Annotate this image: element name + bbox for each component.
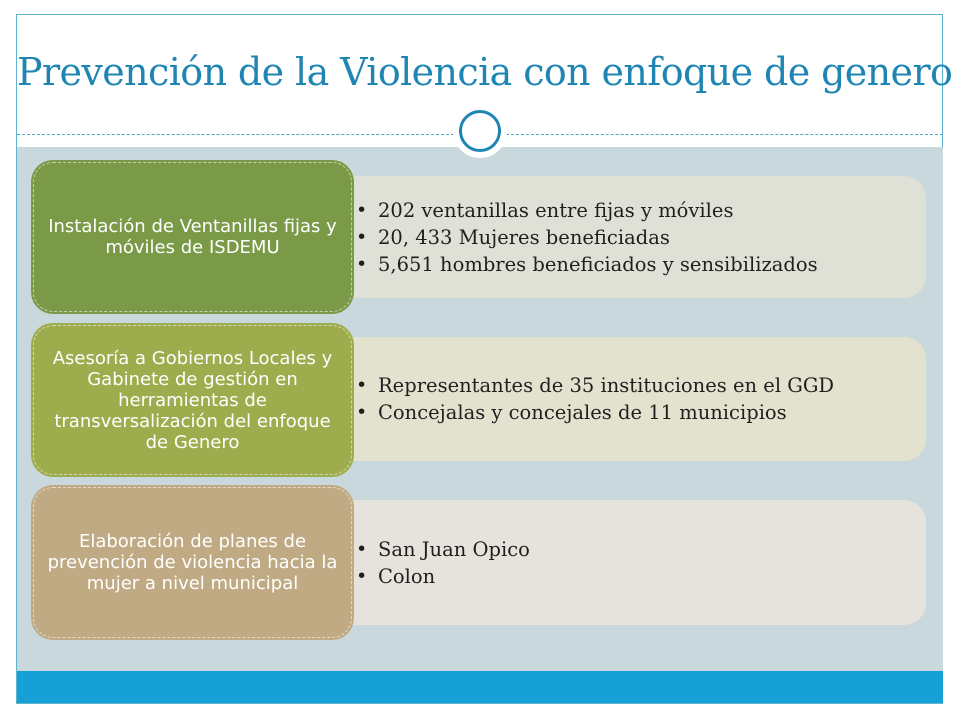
bullet-item: • 5,651 hombres beneficiados y sensibilizados [378, 253, 818, 276]
category-box-3 [31, 485, 354, 640]
bullet-item: • Representantes de 35 instituciones en el GGD [378, 374, 834, 397]
bullet-item: • Concejalas y concejales de 11 municipios [378, 401, 834, 424]
bullet-item: • San Juan Opico [378, 538, 530, 561]
detail-panel-1 [300, 176, 926, 298]
bullet-item: • 20, 433 Mujeres beneficiadas [378, 226, 818, 249]
bullet-item: • Colon [378, 565, 530, 588]
detail-panel-3 [300, 500, 926, 625]
bullet-item: • 202 ventanillas entre fijas y móviles [378, 199, 818, 222]
category-label: Elaboración de planes de prevención de violencia hacia la mujer a nivel municipal [47, 531, 338, 594]
category-label: Instalación de Ventanillas fijas y móviles de ISDEMU [48, 216, 337, 258]
detail-panel-2 [300, 337, 926, 461]
category-box-2 [31, 323, 354, 477]
slide-title: Prevención de la Violencia con enfoque de genero [17, 50, 953, 94]
circle-ornament-icon [459, 110, 501, 152]
category-box-1 [31, 160, 354, 314]
bullet-list-3 [356, 534, 530, 592]
bullet-list-1 [356, 195, 818, 280]
category-label: Asesoría a Gobiernos Locales y Gabinete de gestión en herramientas de transversalización del enfoque de Genero [52, 347, 333, 453]
bottom-accent-bar [17, 671, 943, 703]
bullet-list-2 [356, 370, 834, 428]
